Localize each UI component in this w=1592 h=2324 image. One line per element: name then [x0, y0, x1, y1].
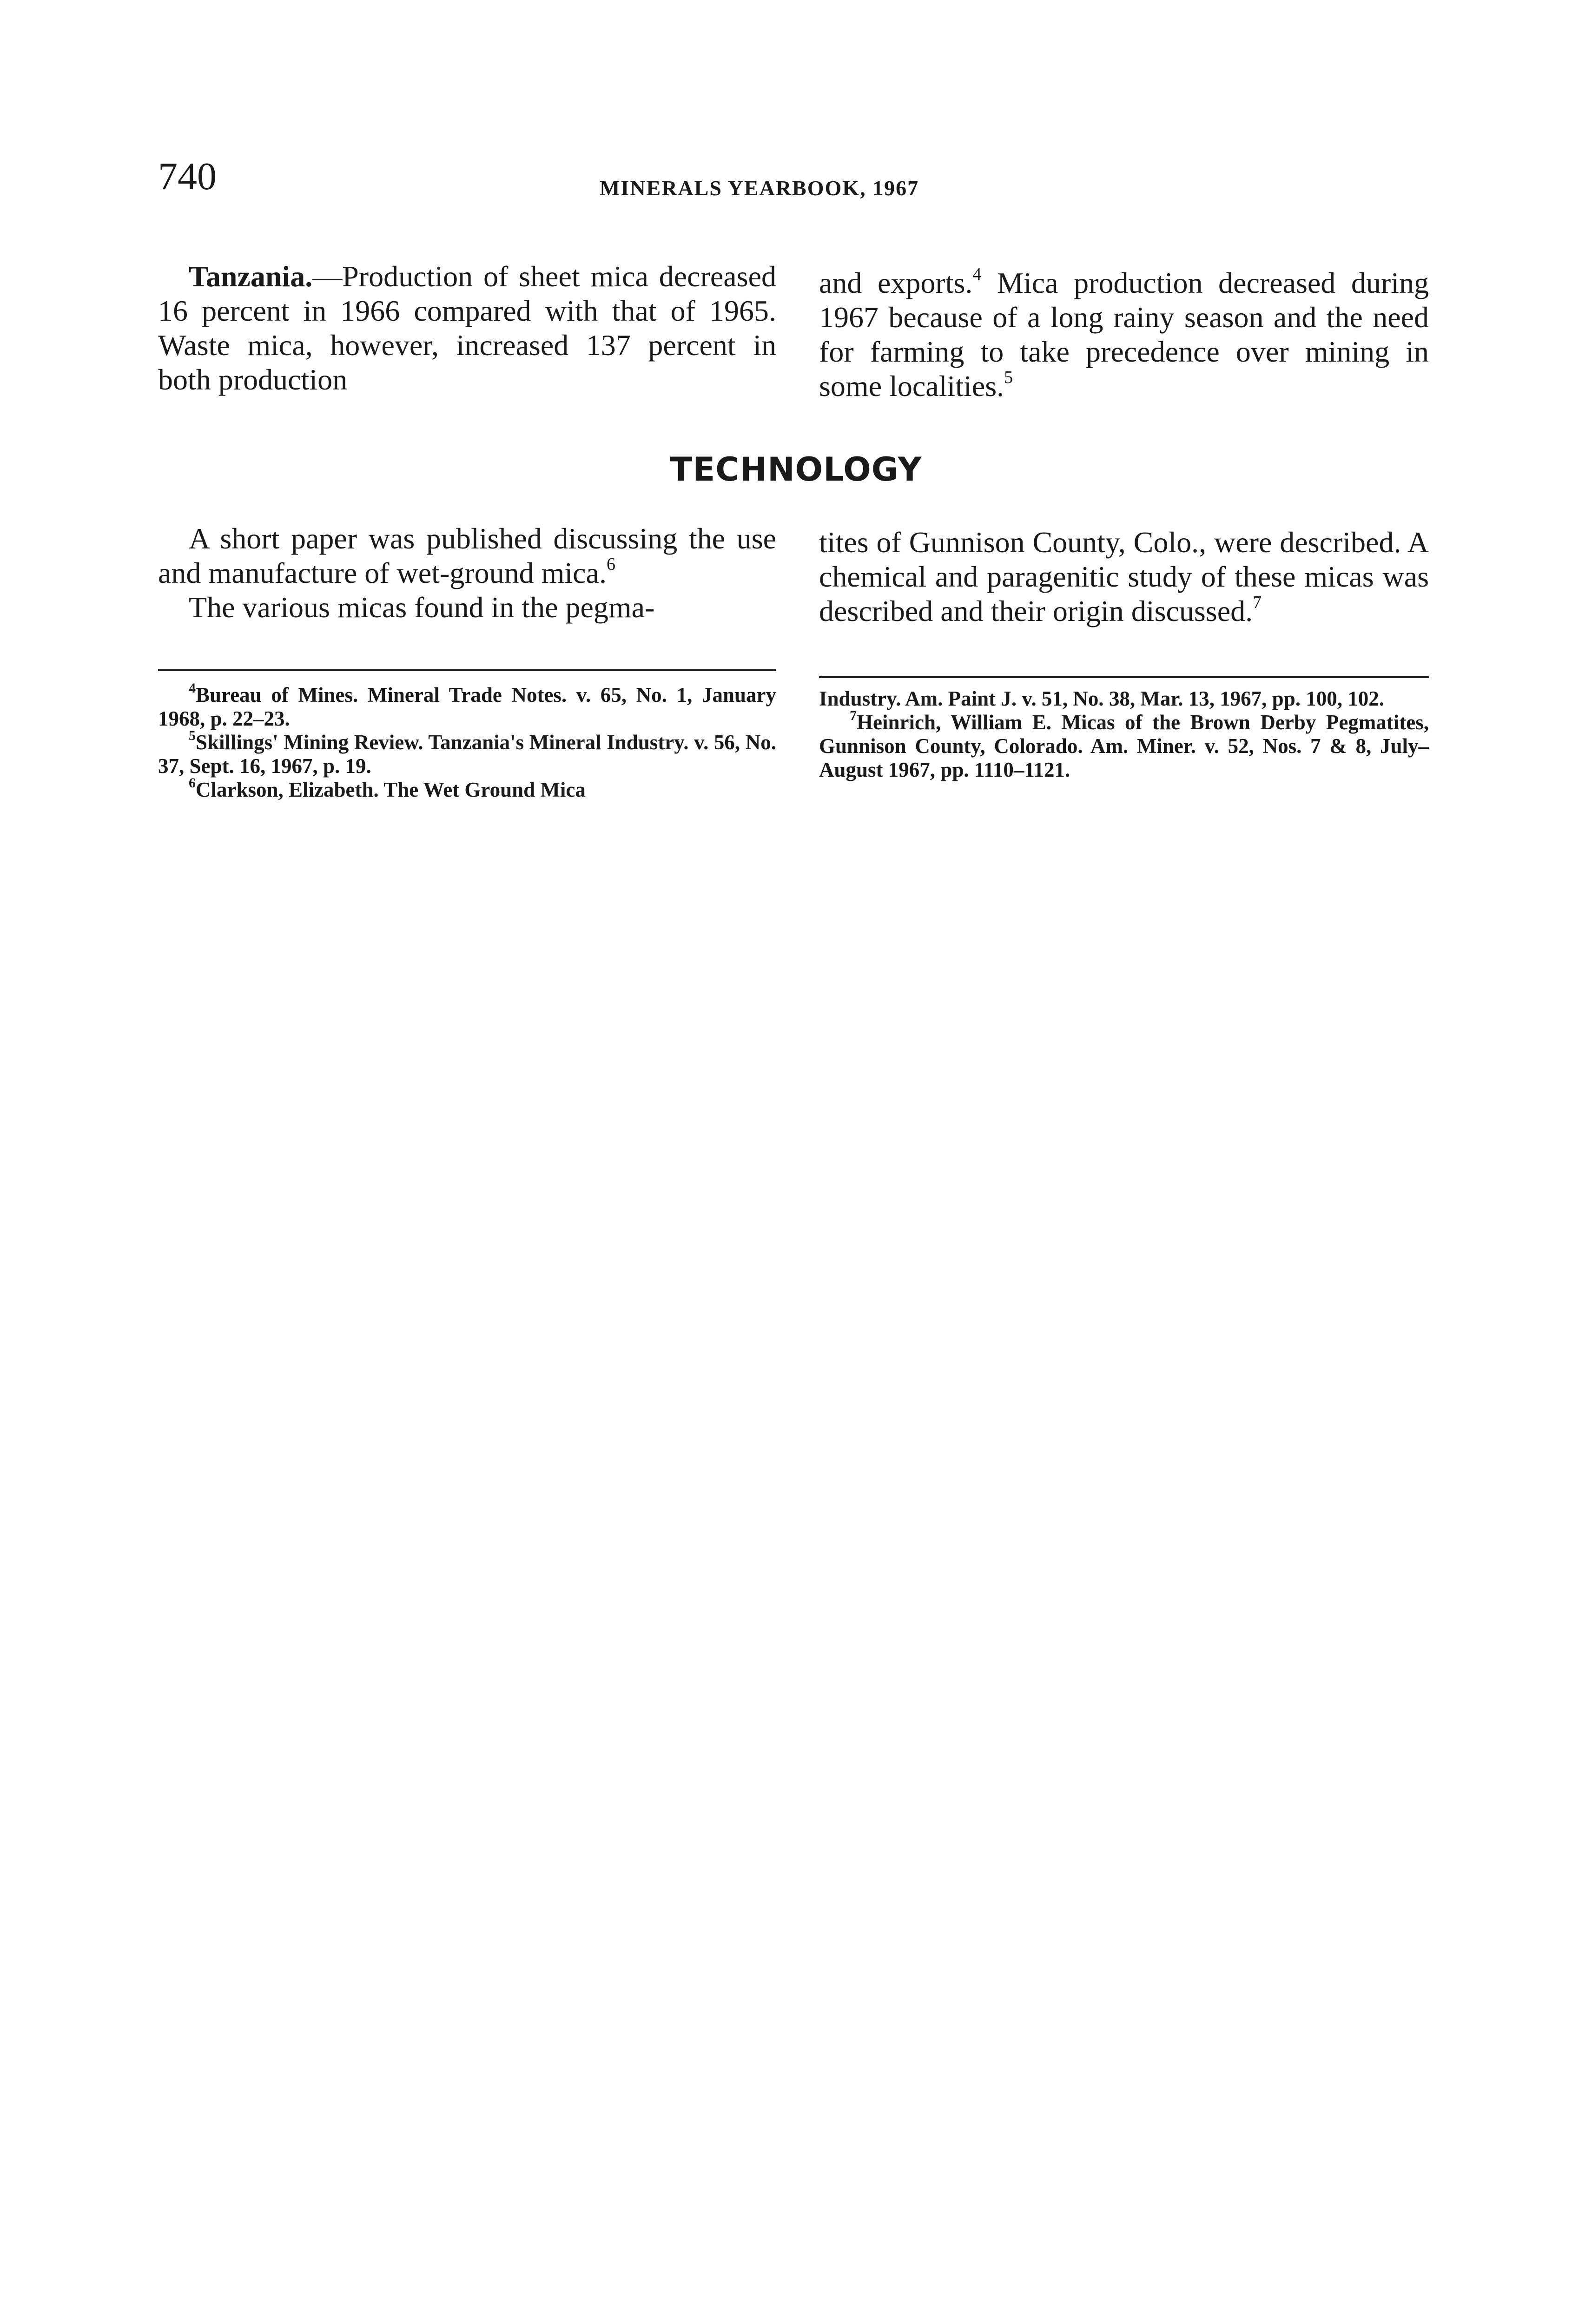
footnote-ref-4: 4 [972, 264, 982, 284]
section-heading-technology: TECHNOLOGY [670, 450, 922, 489]
footnote-6-continued [819, 687, 1429, 711]
footnote-number: 4 [189, 680, 196, 696]
footnote-4 [158, 680, 776, 731]
technology-para1-text: A short paper was published discussing the use and manufacture of wet-ground mica. [158, 522, 776, 589]
footnote-number: 7 [850, 708, 857, 723]
tanzania-text-right-a: and exports. [819, 266, 973, 299]
footnote-5 [158, 728, 776, 778]
footnotes-right-column [819, 687, 1429, 782]
footnote-number: 6 [189, 775, 196, 791]
footnote-text: Skillings' Mining Review. Tanzania's Mineral Industry. v. 56, No. 37, Sept. 16, 1967, p. 19. [158, 731, 776, 778]
footnote-text: Industry. Am. Paint J. v. 51, No. 38, Mar. 13, 1967, pp. 100, 102. [819, 687, 1384, 710]
technology-paragraph-2-continued [819, 525, 1429, 628]
page-number: 740 [158, 155, 217, 198]
technology-right-column [819, 525, 1429, 628]
footnote-7 [819, 708, 1429, 782]
footnote-text: Heinrich, William E. Micas of the Brown Derby Pegmatites, Gunnison County, Colorado. Am. Miner. v. 52, Nos. 7 & 8, July–August 1967, pp. 1110–1121. [819, 711, 1429, 781]
footnote-text: Clarkson, Elizabeth. The Wet Ground Mica [196, 778, 586, 801]
tanzania-text-right-b: Mica production decreased during 1967 because of a long rainy season and the need for farming to take precedence over mining in some localities. [819, 266, 1429, 403]
tanzania-run-in-heading: Tanzania. [189, 260, 313, 293]
running-title: MINERALS YEARBOOK, 1967 [600, 176, 919, 200]
tanzania-right-column [819, 266, 1429, 403]
footnote-ref-7: 7 [1253, 592, 1262, 612]
technology-paragraph-1 [158, 522, 776, 590]
technology-left-column [158, 522, 776, 625]
footnote-number: 5 [189, 728, 196, 743]
footnote-ref-5: 5 [1004, 367, 1013, 387]
footnote-ref-6: 6 [606, 554, 615, 574]
tanzania-paragraph [158, 259, 776, 397]
footnote-rule-right [819, 676, 1429, 678]
technology-para2-right-text: tites of Gunnison County, Colo., were described. A chemical and paragenitic study of these micas was described and their origin discussed. [819, 526, 1429, 627]
tanzania-text-left: —Production of sheet mica decreased 16 percent in 1966 compared with that of 1965. Waste mica, however, increased 137 percent in both production [158, 260, 776, 396]
technology-para2-left-text: The various micas found in the pegma- [189, 591, 655, 624]
footnote-text: Bureau of Mines. Mineral Trade Notes. v. 65, No. 1, January 1968, p. 22–23. [158, 683, 776, 730]
footnote-rule-left [158, 669, 776, 671]
footnote-6 [158, 775, 776, 802]
technology-paragraph-2 [158, 590, 776, 625]
tanzania-left-column [158, 259, 776, 397]
tanzania-paragraph-continued [819, 266, 1429, 403]
footnotes-left-column [158, 680, 776, 802]
